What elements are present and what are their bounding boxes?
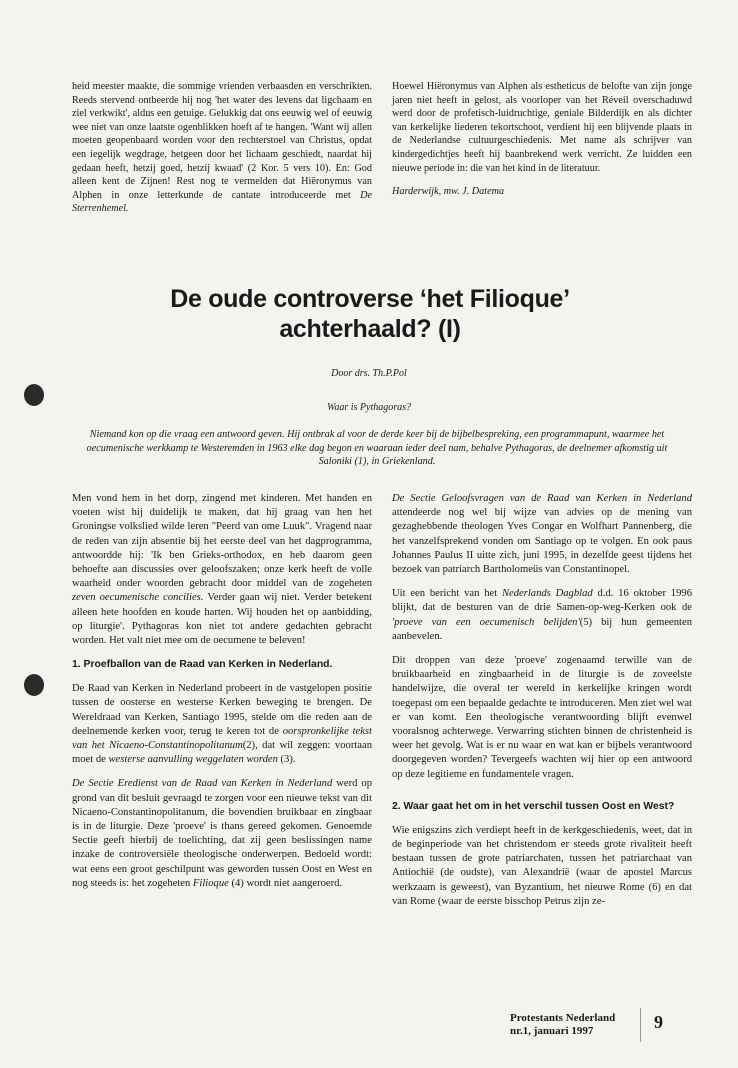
title-line-2: achterhaald? (I): [279, 315, 461, 343]
italic-text: Nederlands Dagblad: [501, 588, 593, 600]
text: (4) wordt niet aangeroerd.: [228, 877, 343, 889]
intro-paragraph: Niemand kon op die vraag een antwoord geven. Hij ontbrak al voor de derde keer bij de bijbelbespreking, een programmapunt, waarmee het oecumenische werkkamp te Westeremden in 1963 elke dag begon en waaraan ieder deel nam, behalve Pythagoras, de deelnemer afkomstig uit Saloniki (1), in Griekenland.: [86, 429, 668, 468]
italic-text: zeven oecumenische concilies.: [72, 592, 204, 604]
issue-date: nr.1, januari 1997: [510, 1025, 594, 1037]
page-number: 9: [654, 1012, 663, 1032]
paragraph-text: heid meester maakte, die sommige vrienden verbaasden en verschrikten. Reeds stervend ontbeerde hij nog 'het water des levens dat ligchaam en ziel verkwikt', aldus een getuige. Gelukkig dat ons eeuwig wel of eeuwig wee niet van onze laatste ogenblikken hoeft af te hangen. 'Want wij allen moeten geopenbaard worden voor den rechterstoel van Christus, opdat een iegelijk wegdrage, hetgeen door het lichaam geschiedt, naardat hij gedaan heeft, hetzij goed, hetzij kwaad' (2 Kor. 5 vers 10). En: God alleen kent de Zijnen! Rest nog te vermelden dat Hiëronymus van Alphen in onze letterkunde de cantate introduceerde met: [72, 81, 372, 201]
previous-article-end-left: [72, 80, 372, 216]
text: werd op grond van dit besluit gevraagd te zorgen voor een nieuwe tekst van dit Nicaeno-Constantinopolitanum, die bovendien bruikbaar en zingbaar is in de liturgie. Deze 'proeve' is thans gereed gekomen. Genoemde Sectie geeft hierbij de toelichting, dat zij geen beslissingen name inzake de controversiële theologische onderwerpen. Bedoeld wordt: wat eens een groot geschilpunt was geworden tussen Oost en West en nog steeds is: het zogeheten: [72, 778, 372, 889]
section-heading-1: 1. Proefballon van de Raad van Kerken in Nederland.: [72, 659, 333, 671]
paragraph: [72, 682, 372, 767]
main-column-left: [72, 492, 372, 891]
title-line-1: De oude controverse ‘het Filioque’: [170, 285, 570, 313]
text: d.d. 16 oktober 1996 blijkt, dat de besturen van de drie Samen-op-weg-Kerken ook de: [392, 588, 692, 614]
punch-hole: [24, 384, 44, 406]
paragraph: Dit droppen van deze 'proeve' zogenaamd terwille van de bruikbaarheid en zingbaarheid in de liturgie is de zoveelste handelwijze, die overal ter wereld in kerkelijke kringen wordt toegepast om een bepaalde gedachte te introduceren. Men ziet wel wat er van komt. Een theologische verantwoording blijft evenwel vooralsnog achterwege. Verwarring stichten binnen de christenheid is weer het gevolg. Wat is er nu waar en wat kan er bijbels verantwoord doorgegeven worden? Tevergeefs wachten wij hier op een antwoord op deze legitieme en fundamentele vragen.: [392, 655, 692, 780]
main-column-right: [392, 492, 692, 909]
italic-text: De Sectie Geloofsvragen van de Raad van Kerken in Nederland: [392, 493, 692, 504]
text: (2), dat wil zeggen: voortaan moet de: [72, 740, 372, 766]
footer-publication: [510, 1012, 615, 1038]
text: Verder gaan wij niet. Verder betekent alleen hete hoofden en koude harten. Wij houden het op aanbidding, op liturgie'. Pythagoras kon niet tot andere gedachten gebracht worden. Het valt niet mee om de oecumene te beleven!: [72, 592, 372, 647]
italic-text: westerse aanvulling weggelaten worden: [108, 754, 278, 766]
paragraph: [72, 80, 372, 216]
article-title: [60, 284, 680, 344]
text: attendeerde nog wel bij wijze van advies op de mening van gezaghebbende theologen Yves Congar en Wolfhart Pannenberg, die het vanzelfsprekend vonden om Santiago op te volgen. En ook paus Johannes Paulus II uitte zich, juni 1995, in dezelfde geest tijdens het bezoek van patriarch Bartholomeüs van Constantinopel.: [392, 507, 692, 576]
author-signature: Harderwijk, mw. J. Datema: [392, 186, 505, 198]
italic-text: oorspronkelijke tekst van het Nicaeno-Constantinopolitanum: [72, 725, 372, 752]
previous-article-end-right: [392, 80, 692, 209]
punch-hole: [24, 674, 44, 696]
paragraph: [392, 492, 692, 577]
paragraph: [72, 777, 372, 891]
italic-text: 'proeve van een oecumenisch belijden': [392, 616, 580, 628]
italic-title: De Sterrenhemel.: [72, 189, 372, 215]
text: Uit een bericht van het: [392, 588, 502, 600]
text: De Raad van Kerken in Nederland probeert in de vastgelopen positie tussen de oosterse en westerse Kerken beweging te brengen. De Wereldraad van Kerken, Santiago 1995, stelde om die reden aan de deelnemende kerken voor, terug te keren tot de: [72, 683, 372, 737]
italic-text: De Sectie Eredienst van de Raad van Kerken in Nederland: [72, 778, 333, 790]
italic-text: Filioque: [192, 877, 229, 889]
text: (5) bij hun gemeenten aanbevelen.: [392, 616, 692, 642]
paragraph: [72, 492, 372, 648]
byline: Door drs. Th.P.Pol: [331, 368, 407, 379]
publication-name: Protestants Nederland: [510, 1012, 616, 1024]
subheading-question: Waar is Pythagoras?: [326, 402, 412, 413]
paragraph: [392, 587, 692, 644]
paragraph: Wie enigszins zich verdiept heeft in de kerkgeschiedenis, weet, dat in de beginperiode van het christendom er steeds grote rivaliteit heeft bestaan tussen de grote patriarchaten, tussen het patriarchaat van Antiochië (de oudste), van Alexandrië (waar de apostel Marcus werkzaam is geweest), van Byzantium, het nieuwe Rome (6) en dat van Rome (waar de eerste bisschop Petrus zijn ze-: [392, 824, 692, 907]
paragraph: Hoewel Hiëronymus van Alphen als estheticus de belofte van zijn jonge jaren niet heeft in gelost, als voorloper van het Réveil overschaduwd werd door de profetisch-luidruchtige, geniale Bilderdijk en als dichter van kerkelijke liederen tekortschoot, verdient hij een blijvende plaats in de Nederlandse cultuurgeschiedenis. Met name als schrijver van kindergedichtjes heeft hij baanbrekend werk verricht. Ze luidden een nieuwe periode in: die van het kind in de literatuur.: [392, 81, 692, 174]
text: Men vond hem in het dorp, zingend met kinderen. Met handen en voeten wist hij duidelijk te maken, dat hij graag van hen het Groningse volkslied wilde leren "Peerd van ome Luuk". Vragend naar de reden van zijn absentie bij het eerste deel van het dagprogramma, antwoordde hij: 'Ik ben Grieks-orthodox, en heb daarom geen behoefte aan discussies over geloofszaken; onze kerk heeft de volle waarheid onder woorden gebracht door middel van de zogeheten: [72, 493, 372, 590]
text: (3).: [277, 754, 296, 766]
footer-divider: [640, 1008, 641, 1042]
section-heading-2: 2. Waar gaat het om in het verschil tussen Oost en West?: [392, 800, 675, 812]
